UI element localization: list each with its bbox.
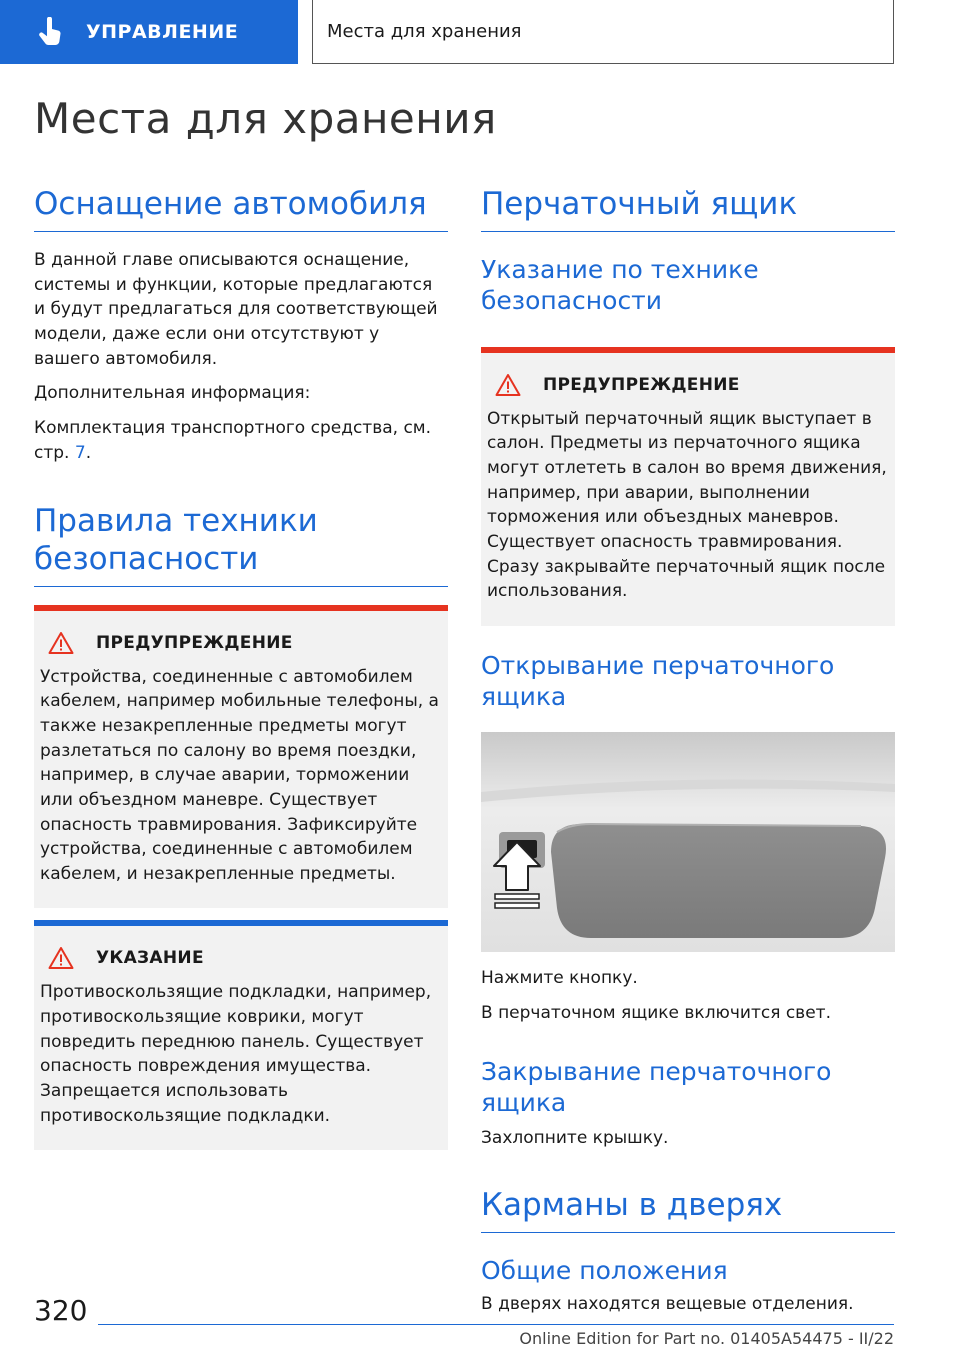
reference-suffix: . xyxy=(85,442,92,463)
heading-closing: Закрывание перчаточного ящика xyxy=(481,1056,832,1117)
intro-paragraph: В данной главе описываются оснащение, системы и функции, которые предлагаются и будут предлагаться для соответствующей модели, даже если они отсутствуют у вашего автомобиля. xyxy=(34,250,438,369)
left-column xyxy=(34,186,448,1150)
more-info-paragraph: Дополнительная информация: xyxy=(34,383,311,404)
page-tab[interactable] xyxy=(312,0,894,64)
right-column xyxy=(481,186,895,1327)
warning-triangle-icon xyxy=(495,373,521,397)
footer-edition: Online Edition for Part no. 01405A54475 - II/22 xyxy=(519,1329,894,1348)
close-lid-text: Захлопните крышку. xyxy=(481,1128,669,1149)
heading-equipment: Оснащение автомобиля xyxy=(34,186,448,232)
warning-title: ПРЕДУПРЕЖДЕНИЕ xyxy=(96,632,293,653)
heading-door-pockets: Карманы в дверях xyxy=(481,1187,895,1233)
door-compartments-text: В дверях находятся вещевые отделения. xyxy=(481,1294,854,1315)
footer-divider xyxy=(98,1324,894,1325)
glovebox-button-photo xyxy=(481,732,895,952)
glovebox-warning-text: Открытый перчаточный ящик выступает в салон. Предметы из перчаточного ящика могут отлететь в салон во время движения, например, при аварии, выполнении торможения или объездных маневров. Существует опасность травмирования. Сразу закрывайте перчаточный ящик после использования. xyxy=(487,408,887,602)
notice-triangle-icon xyxy=(48,946,74,970)
section-tab-label: УПРАВЛЕНИЕ xyxy=(86,21,239,43)
section-tab[interactable] xyxy=(0,0,298,64)
light-on-text: В перчаточном ящике включится свет. xyxy=(481,1002,831,1023)
heading-safety: Правила техники безопасности xyxy=(34,503,448,586)
heading-opening: Открывание перчаточного ящика xyxy=(481,650,835,712)
heading-safety-note: Указание по технике безопасности xyxy=(481,255,759,316)
glovebox-warning-title: ПРЕДУПРЕЖДЕНИЕ xyxy=(543,374,740,395)
page-title: Места для хранения xyxy=(34,94,497,143)
page-number: 320 xyxy=(34,1294,88,1327)
warning-triangle-icon xyxy=(48,631,74,655)
glovebox-warning-box xyxy=(481,347,895,626)
notice-text: Противоскользящие подкладки, например, противоскользящие коврики, могут повредить переднюю панель. Существует опасность повреждения имущества. Запрещается использовать противоскользящие подкладки. xyxy=(40,982,432,1126)
reference-paragraph xyxy=(34,416,448,465)
press-button-text: Нажмите кнопку. xyxy=(481,968,638,989)
notice-box xyxy=(34,920,448,1150)
hand-pointer-icon xyxy=(38,17,64,47)
heading-general: Общие положения xyxy=(481,1255,728,1285)
page-link[interactable]: 7 xyxy=(74,442,86,463)
warning-text: Устройства, соединенные с автомобилем кабелем, например мобильные телефоны, а также незакрепленные предметы могут разлетаться по салону во время поездки, например, в случае аварии, торможении или объездном маневре. Существует опасность травмирования. Зафиксируйте устройства, соединенные с автомобилем кабелем, и незакрепленные предметы. xyxy=(40,666,439,884)
page-tab-label: Места для хранения xyxy=(327,21,522,42)
reference-prefix: Комплектация транспортного средства, см. стр. xyxy=(34,418,432,463)
warning-box xyxy=(34,605,448,909)
notice-title: УКАЗАНИЕ xyxy=(96,948,204,969)
heading-glovebox: Перчаточный ящик xyxy=(481,186,895,232)
